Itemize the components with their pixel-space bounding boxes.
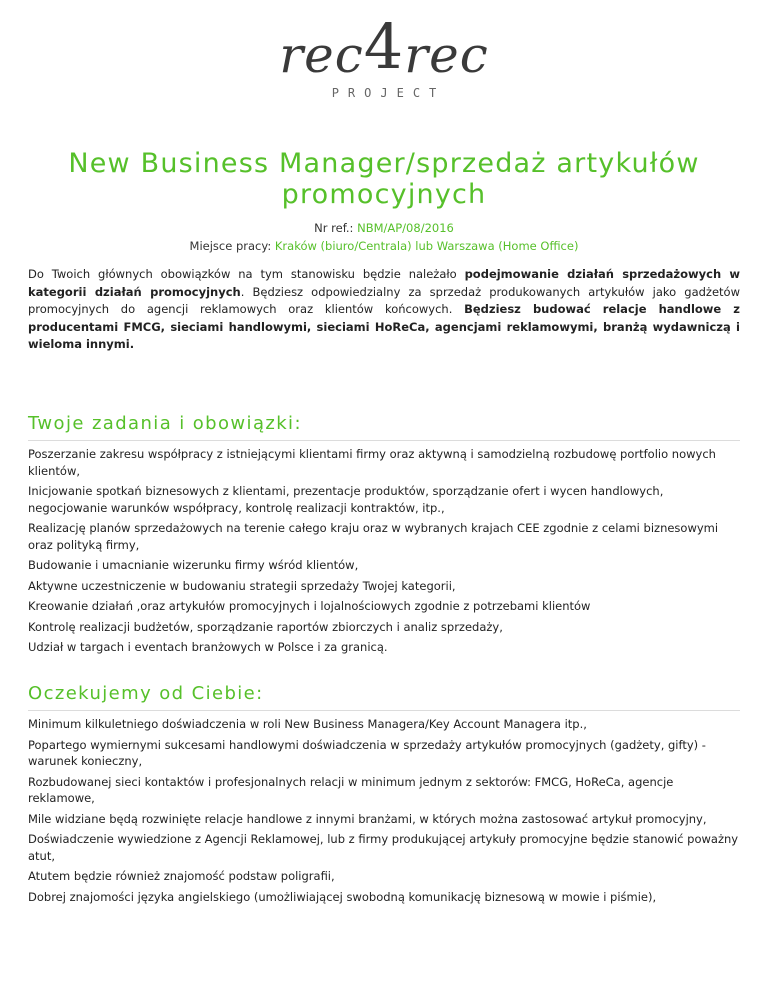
job-meta bbox=[20, 219, 748, 255]
list-item: Rozbudowanej sieci kontaktów i profesjonalnych relacji w minimum jednym z sektorów: FMCG, HoReCa, agencje reklamowe, bbox=[28, 774, 674, 805]
workplace-label: Miejsce pracy: bbox=[189, 239, 272, 253]
logo-word-right: rec bbox=[404, 26, 489, 84]
list-item: Realizację planów sprzedażowych na terenie całego kraju oraz w wybranych krajach CEE zgodnie z celami biznesowymi oraz polityką firmy, bbox=[28, 521, 719, 552]
tasks-section bbox=[28, 413, 740, 660]
expectations-section bbox=[28, 683, 740, 909]
list-item: Kontrolę realizacji budżetów, sporządzanie raportów zbiorczych i analiz sprzedaży, bbox=[28, 619, 503, 634]
list-item: Doświadczenie wywiedzione z Agencji Reklamowej, lub z firmy produkującej artykuły promocyjne będzie stanowić poważny atut, bbox=[28, 832, 739, 863]
logo-wordmark bbox=[0, 10, 768, 84]
list-item: Poszerzanie zakresu współpracy z istniejącymi klientami firmy oraz aktywną i samodzielną rozbudowę portfolio nowych klientów, bbox=[28, 447, 716, 478]
tasks-list bbox=[28, 446, 740, 656]
reference-value: NBM/AP/08/2016 bbox=[357, 221, 454, 235]
list-item: Budowanie i umacnianie wizerunku firmy wśród klientów, bbox=[28, 558, 359, 572]
expectations-heading: Oczekujemy od Ciebie: bbox=[28, 683, 740, 711]
intro-text-2: . Będziesz odpowiedzialny za sprzedaż produkowanych artykułów jako gadżetów promocyjnych do agencji reklamowych oraz klientów końcowych. bbox=[28, 284, 740, 316]
workplace-value: Kraków (biuro/Centrala) lub Warszawa (Home Office) bbox=[274, 239, 579, 253]
tasks-heading: Twoje zadania i obowiązki: bbox=[28, 413, 740, 441]
logo-four: 4 bbox=[363, 10, 405, 83]
list-item: Mile widziane będą rozwinięte relacje handlowe z innymi branżami, w których można zastosować artykuł promocyjny, bbox=[28, 811, 707, 826]
intro-text-1: Do Twoich głównych obowiązków na tym stanowisku będzie należało bbox=[28, 267, 465, 281]
reference-line bbox=[20, 219, 748, 237]
list-item: Udział w targach i eventach branżowych w Polsce i za granicą. bbox=[28, 640, 388, 654]
list-item: Dobrej znajomości języka angielskiego (umożliwiającej swobodną komunikację biznesową w mowie i piśmie), bbox=[28, 889, 657, 904]
logo-word-left: rec bbox=[279, 26, 364, 84]
intro-bold-2: Będziesz budować relacje handlowe z producentami FMCG, sieciami handlowymi, sieciami HoReCa, agencjami reklamowymi, branżą wydawniczą i wieloma innymi. bbox=[28, 302, 740, 351]
intro-paragraph bbox=[28, 266, 740, 354]
list-item: Inicjowanie spotkań biznesowych z klientami, prezentacje produktów, sporządzanie ofert i wycen handlowych, negocjowanie warunków współpracy, kontrolę realizacji kontraktów, itp., bbox=[28, 484, 664, 515]
expectations-list bbox=[28, 716, 740, 905]
job-title: New Business Manager/sprzedaż artykułów promocyjnych bbox=[68, 148, 700, 210]
list-item: Aktywne uczestniczenie w budowaniu strategii sprzedaży Twojej kategorii, bbox=[28, 578, 456, 593]
workplace-line bbox=[20, 237, 748, 255]
list-item: Minimum kilkuletniego doświadczenia w roli New Business Managera/Key Account Managera itp., bbox=[28, 717, 587, 731]
list-item: Kreowanie działań ,oraz artykułów promocyjnych i lojalnościowych zgodnie z potrzebami klientów bbox=[28, 599, 591, 613]
list-item: Popartego wymiernymi sukcesami handlowymi doświadczenia w sprzedaży artykułów promocyjnych (gadżety, gifty) - warunek konieczny, bbox=[28, 737, 706, 768]
list-item: Atutem będzie również znajomość podstaw poligrafii, bbox=[28, 869, 335, 883]
logo-subtitle: PROJECT bbox=[331, 86, 446, 100]
intro-bold-1: podejmowanie działań sprzedażowych w kategorii działań promocyjnych bbox=[28, 267, 740, 299]
reference-label: Nr ref.: bbox=[314, 221, 354, 235]
company-logo bbox=[0, 10, 768, 100]
